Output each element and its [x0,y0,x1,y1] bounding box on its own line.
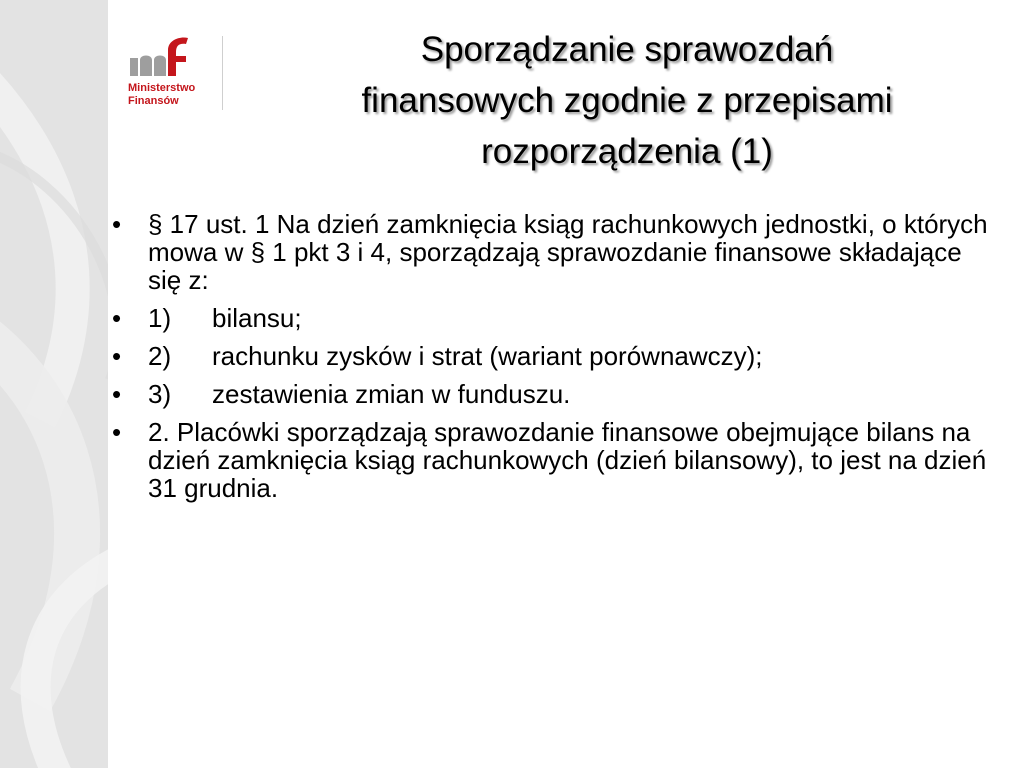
bullet-icon: • [112,341,122,371]
list-item-number: 3) [148,379,172,409]
list-item-text: bilansu; [212,303,302,333]
logo-wordmark [128,82,195,108]
slide-content [110,210,990,512]
bullet-icon: • [112,209,122,239]
title-line-1: Sporządzanie sprawozdań [420,30,834,69]
bullet-icon: • [112,379,122,409]
logo-line-2: Finansów [128,95,179,107]
list-item-text: § 17 ust. 1 Na dzień zamknięcia ksiąg rachunkowych jednostki, o których mowa w § 1 pkt 3 i 4, sporządzają sprawozdanie finansowe składające się z: [148,209,988,295]
title-line-3: rozporządzenia (1) [481,132,773,171]
logo-divider [222,36,223,110]
list-item [110,418,990,502]
list-item [110,380,990,408]
list-item-number: 1) [148,303,172,333]
list-item-text: rachunku zysków i strat (wariant porównawczy); [212,341,763,371]
decorative-side-band [0,0,108,768]
list-item-text: zestawienia zmian w funduszu. [212,379,571,409]
bullet-icon: • [112,303,122,333]
ministry-logo [128,32,228,114]
bullet-icon: • [112,417,122,447]
logo-line-1: Ministerstwo [128,82,196,94]
list-item [110,210,990,294]
slide-title [240,24,1014,177]
list-item [110,342,990,370]
list-item-text: 2. Placówki sporządzają sprawozdanie finansowe obejmujące bilans na dzień zamknięcia ksiąg rachunkowych (dzień bilansowy), to jest na dzień 31 grudnia. [148,417,987,503]
list-item [110,304,990,332]
title-line-2: finansowych zgodnie z przepisami [361,81,893,120]
mf-logo-icon [128,32,192,80]
list-item-number: 2) [148,341,172,371]
decorative-curves [0,0,108,768]
